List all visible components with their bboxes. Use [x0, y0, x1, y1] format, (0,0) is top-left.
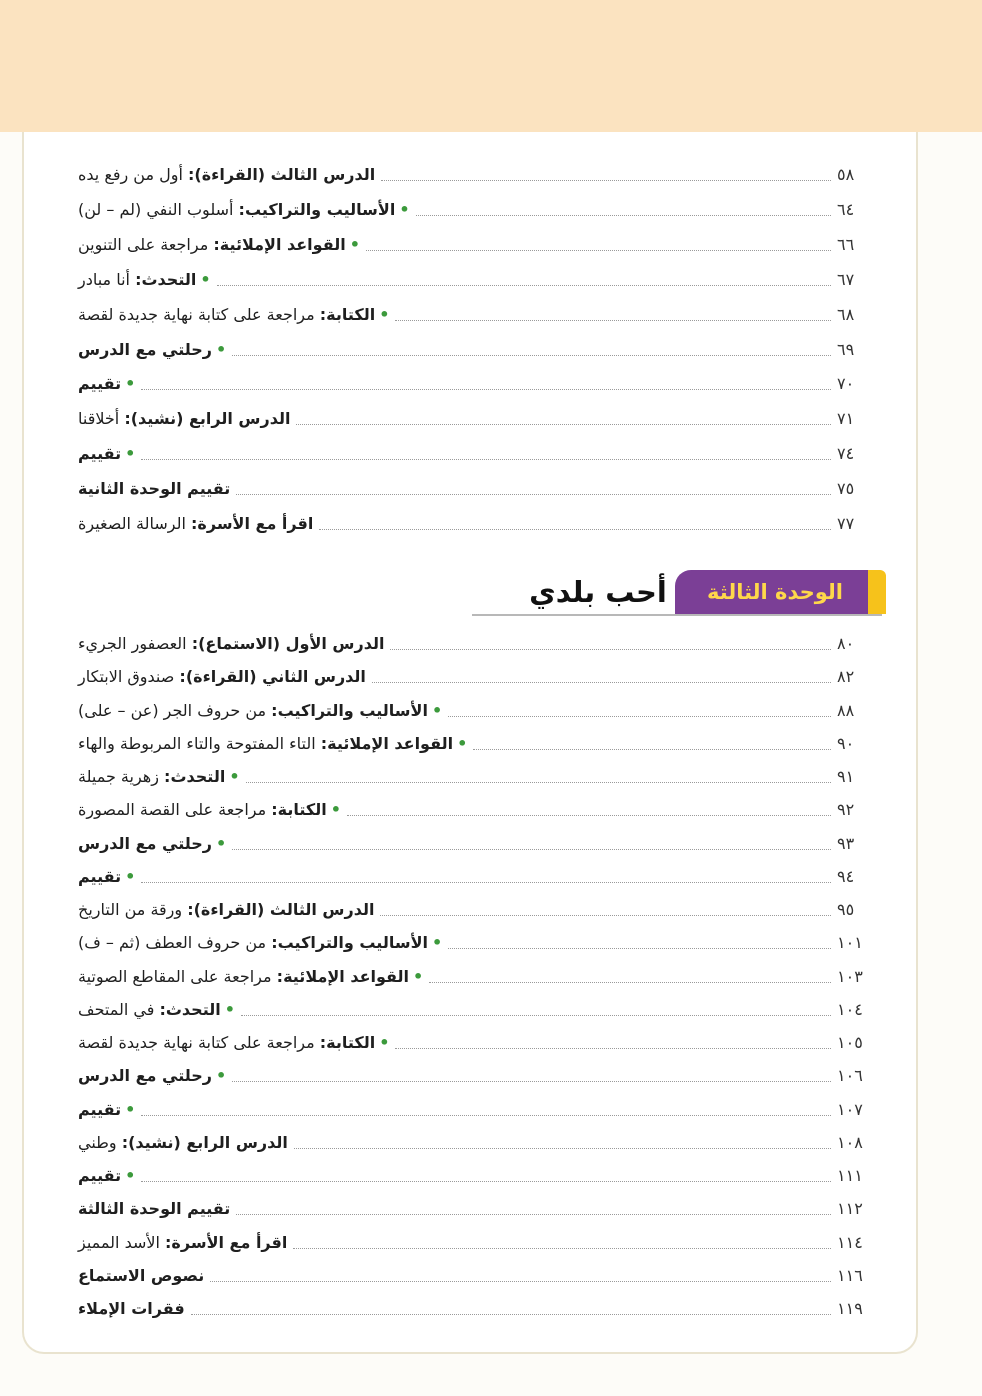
toc-entry-label: التحدث: [135, 269, 197, 289]
dotted-leader [448, 948, 831, 949]
toc-entry-label: اقرأ مع الأسرة: [165, 1232, 288, 1252]
dotted-leader [191, 1314, 831, 1315]
unit-badge [675, 570, 875, 614]
toc-entry-title: صندوق الابتكار [78, 667, 180, 687]
toc-entry-label: تقييم [78, 1166, 122, 1185]
toc-entry-label: الدرس الرابع (نشيد): [124, 409, 291, 429]
toc-entry-title: مراجعة على كتابة نهاية جديدة لقصة [78, 304, 320, 324]
bullet-dot-icon: • [413, 966, 424, 986]
page-number: ٩٤ [837, 866, 855, 886]
toc-entry [78, 195, 873, 221]
dotted-leader [429, 982, 831, 983]
bullet-dot-icon: • [125, 1166, 136, 1185]
page-number: ٩٣ [837, 833, 855, 853]
toc-entry [78, 300, 873, 326]
toc-entry-title: العصفور الجريء [78, 634, 192, 653]
page-number: ١٠١ [837, 933, 863, 953]
page-number: ٨٢ [837, 667, 855, 687]
toc-entry [78, 369, 873, 395]
dotted-leader [141, 1115, 831, 1116]
toc-entry-title: من حروف الجر (عن – على) [78, 700, 272, 720]
toc-entry-label: الدرس الأول (الاستماع): [191, 634, 385, 653]
toc-entry-label: القواعد الإملائية: [213, 234, 346, 254]
toc-entry [78, 662, 873, 688]
toc-entry-label: الدرس الثالث (القراءة): [187, 900, 375, 919]
dotted-leader [217, 285, 831, 286]
page-number: ١٠٦ [837, 1066, 863, 1086]
toc-entry-label: الدرس الرابع (نشيد): [121, 1132, 288, 1152]
bullet-dot-icon: • [431, 700, 443, 720]
unit-label: الوحدة الثالثة [707, 580, 843, 604]
unit-header [470, 566, 890, 618]
dotted-leader [236, 494, 831, 495]
page-number: ٧١ [837, 409, 855, 429]
toc-entry [78, 696, 873, 722]
toc-entry-text [78, 733, 467, 755]
dotted-leader [210, 1281, 831, 1282]
bullet-dot-icon: • [379, 1033, 390, 1052]
toc-entry-title: مراجعة على التنوين [78, 234, 214, 254]
toc-entry [78, 1194, 873, 1220]
dotted-leader [294, 1148, 831, 1149]
page-number: ٧٧ [837, 514, 855, 533]
bullet-dot-icon: • [379, 304, 390, 324]
toc-entry-text [78, 866, 135, 888]
toc-entry-title: مراجعة على القصة المصورة [78, 800, 272, 820]
page-number: ٧٠ [837, 374, 855, 394]
toc-entry [78, 404, 873, 430]
toc-entry-label: الدرس الثاني (القراءة): [179, 667, 366, 687]
toc-entry-text [78, 932, 442, 954]
toc-entry-label: تقييم [78, 1099, 122, 1119]
toc-entry [78, 439, 873, 465]
page-number: ٩١ [837, 767, 855, 786]
dotted-leader [141, 1181, 831, 1182]
toc-entry-text [78, 513, 313, 535]
toc-entry-text [78, 799, 341, 821]
page-number: ٧٤ [837, 444, 855, 464]
toc-entry-text [78, 1032, 389, 1054]
dotted-leader [141, 459, 831, 460]
page-number: ١٠٨ [837, 1132, 863, 1152]
toc-entry-text [78, 1065, 226, 1087]
dotted-leader [293, 1248, 831, 1249]
toc-entry [78, 160, 873, 186]
top-color-band [0, 0, 982, 132]
dotted-leader [381, 180, 831, 181]
toc-entry-text [78, 373, 135, 395]
page-number: ٦٧ [837, 269, 855, 289]
toc-entry-text [78, 966, 423, 988]
toc-entry-title: الأسد المميز [78, 1232, 166, 1252]
toc-entry [78, 1161, 873, 1187]
toc-entry-text [78, 1198, 230, 1220]
toc-entry [78, 762, 873, 788]
toc-entry-title: في المتحف [78, 999, 160, 1019]
toc-entry [78, 1061, 873, 1087]
toc-entry-title: أخلاقنا [78, 409, 125, 429]
bullet-dot-icon: • [216, 1066, 227, 1086]
toc-entry-label: رحلتي مع الدرس [78, 833, 212, 853]
page-number: ١١٤ [837, 1232, 863, 1252]
toc-entry-label: الأساليب والتراكيب: [238, 199, 396, 219]
bullet-dot-icon: • [229, 767, 240, 786]
toc-entry-text [78, 269, 211, 291]
page-number: ٦٤ [837, 199, 855, 219]
dotted-leader [380, 915, 831, 916]
toc-entry-label: الدرس الثالث (القراءة): [188, 165, 376, 184]
page-number: ٧٥ [837, 479, 855, 499]
toc-entry-label: التحدث: [164, 767, 226, 786]
toc-entry-text [78, 478, 230, 500]
bullet-dot-icon: • [200, 269, 211, 289]
toc-entry-text [78, 999, 235, 1021]
toc-entry-text [78, 339, 226, 361]
toc-entry-text [78, 899, 374, 921]
toc-entry-text [78, 443, 135, 465]
toc-entry [78, 895, 873, 921]
toc-entry-text [78, 1232, 287, 1254]
toc-entry-title: أول من رفع يده [78, 165, 189, 184]
bullet-dot-icon: • [457, 733, 468, 753]
dotted-leader [232, 355, 831, 356]
toc-entry-text [78, 666, 366, 688]
toc-entry-title: وطني [78, 1132, 122, 1152]
toc-entry-label: فقرات الإملاء [78, 1299, 185, 1318]
dotted-leader [390, 649, 831, 650]
bullet-dot-icon: • [224, 999, 235, 1019]
toc-entry-label: القواعد الإملائية: [276, 966, 410, 986]
toc-entry-label: تقييم الوحدة الثانية [78, 479, 231, 499]
toc-entry-label: التحدث: [159, 999, 221, 1019]
bullet-dot-icon: • [216, 339, 227, 359]
page-number: ٩٢ [837, 800, 855, 820]
unit-badge-accent [868, 570, 886, 614]
toc-entry [78, 1261, 873, 1287]
toc-entry [78, 1095, 873, 1121]
page-number: ١١٦ [837, 1265, 863, 1285]
dotted-leader [241, 1015, 831, 1016]
page-number: ١١١ [837, 1166, 863, 1185]
dotted-leader [319, 529, 831, 530]
toc-entry-text [78, 633, 384, 655]
page-number: ٦٨ [837, 304, 855, 324]
bullet-dot-icon: • [125, 1099, 136, 1119]
dotted-leader [232, 849, 831, 850]
toc-entry [78, 335, 873, 361]
toc-entry-title: مراجعة على المقاطع الصوتية [78, 966, 277, 986]
toc-entry-text [78, 1099, 135, 1121]
toc-entry-label: الكتابة: [319, 304, 376, 324]
dotted-leader [416, 215, 831, 216]
toc-entry [78, 1028, 873, 1054]
dotted-leader [347, 815, 831, 816]
page-number: ٨٨ [837, 700, 855, 720]
bullet-dot-icon: • [330, 800, 341, 820]
dotted-leader [366, 250, 831, 251]
toc-entry-label: اقرأ مع الأسرة: [191, 514, 314, 533]
page-number: ٩٠ [837, 733, 855, 753]
toc-entry-label: نصوص الاستماع [78, 1265, 205, 1285]
toc-entry [78, 962, 873, 988]
toc-entry-title: أنا مبادر [78, 269, 136, 289]
unit-header-rule [472, 614, 882, 616]
toc-entry-text [78, 700, 442, 722]
page-number: ٥٨ [837, 165, 855, 184]
dotted-leader [395, 320, 831, 321]
bullet-dot-icon: • [216, 833, 227, 853]
page-number: ١٠٥ [837, 1033, 863, 1052]
bullet-dot-icon: • [125, 374, 136, 394]
dotted-leader [296, 424, 831, 425]
toc-entry [78, 1294, 873, 1320]
toc-entry-label: الكتابة: [319, 1033, 376, 1052]
toc-entry [78, 230, 873, 256]
toc-entry [78, 265, 873, 291]
toc-entry-label: الكتابة: [271, 800, 327, 820]
bullet-dot-icon: • [349, 234, 360, 254]
toc-entry-label: تقييم الوحدة الثالثة [78, 1199, 231, 1219]
page-number: ٩٥ [837, 900, 855, 919]
toc-entry [78, 1128, 873, 1154]
toc-entry-label: القواعد الإملائية: [320, 733, 454, 753]
page-number: ٨٠ [837, 634, 855, 653]
toc-entry-text [78, 234, 360, 256]
toc-entry [78, 474, 873, 500]
toc-entry-text [78, 164, 375, 186]
toc-entry-title: من حروف العطف (ثم – ف) [78, 933, 272, 953]
dotted-leader [372, 682, 831, 683]
page-number: ٦٩ [837, 339, 855, 359]
toc-entry [78, 1228, 873, 1254]
toc-entry [78, 829, 873, 855]
page-number: ١٠٤ [837, 999, 863, 1019]
toc-entry-label: تقييم [78, 866, 122, 886]
toc-entry-label: الأساليب والتراكيب: [271, 933, 428, 953]
dotted-leader [473, 749, 831, 750]
toc-entry-label: رحلتي مع الدرس [78, 1066, 212, 1086]
toc-entry-title: زهرية جميلة [78, 767, 165, 786]
toc-entry [78, 509, 873, 535]
toc-entry-title: ورقة من التاريخ [78, 900, 188, 919]
unit-title: أحب بلدي [529, 575, 667, 609]
toc-entry-label: تقييم [78, 374, 122, 394]
dotted-leader [236, 1214, 831, 1215]
toc-entry [78, 928, 873, 954]
toc-entry [78, 995, 873, 1021]
dotted-leader [141, 389, 831, 390]
toc-entry-text [78, 1298, 185, 1320]
toc-entry [78, 729, 873, 755]
toc-entry-label: رحلتي مع الدرس [78, 339, 212, 359]
dotted-leader [246, 782, 831, 783]
toc-entry-text [78, 199, 410, 221]
toc-entry-title: الرسالة الصغيرة [78, 514, 192, 533]
toc-entry-text [78, 408, 290, 430]
page-number: ١١٩ [837, 1299, 863, 1318]
toc-entry-text [78, 1132, 288, 1154]
toc-entry-title: التاء المفتوحة والتاء المربوطة والهاء [78, 733, 321, 753]
bullet-dot-icon: • [431, 933, 443, 953]
toc-entry-text [78, 304, 389, 326]
toc-entry-text [78, 766, 240, 788]
toc-entry-label: الأساليب والتراكيب: [271, 700, 428, 720]
dotted-leader [395, 1048, 831, 1049]
toc-entry-title: مراجعة على كتابة نهاية جديدة لقصة [78, 1033, 320, 1052]
page-number: ٦٦ [837, 234, 855, 254]
dotted-leader [448, 716, 831, 717]
bullet-dot-icon: • [125, 866, 136, 886]
toc-entry [78, 862, 873, 888]
dotted-leader [232, 1081, 831, 1082]
page-number: ١١٢ [837, 1199, 863, 1219]
toc-entry-label: تقييم [78, 444, 122, 464]
bullet-dot-icon: • [399, 199, 410, 219]
page-number: ١٠٣ [837, 966, 863, 986]
toc-entry-title: أسلوب النفي (لم – لن) [78, 199, 239, 219]
bullet-dot-icon: • [125, 444, 136, 464]
toc-entry-text [78, 1165, 135, 1187]
toc-entry [78, 629, 873, 655]
toc-entry-text [78, 833, 226, 855]
toc-entry [78, 795, 873, 821]
page-number: ١٠٧ [837, 1099, 863, 1119]
dotted-leader [141, 882, 831, 883]
toc-entry-text [78, 1265, 204, 1287]
